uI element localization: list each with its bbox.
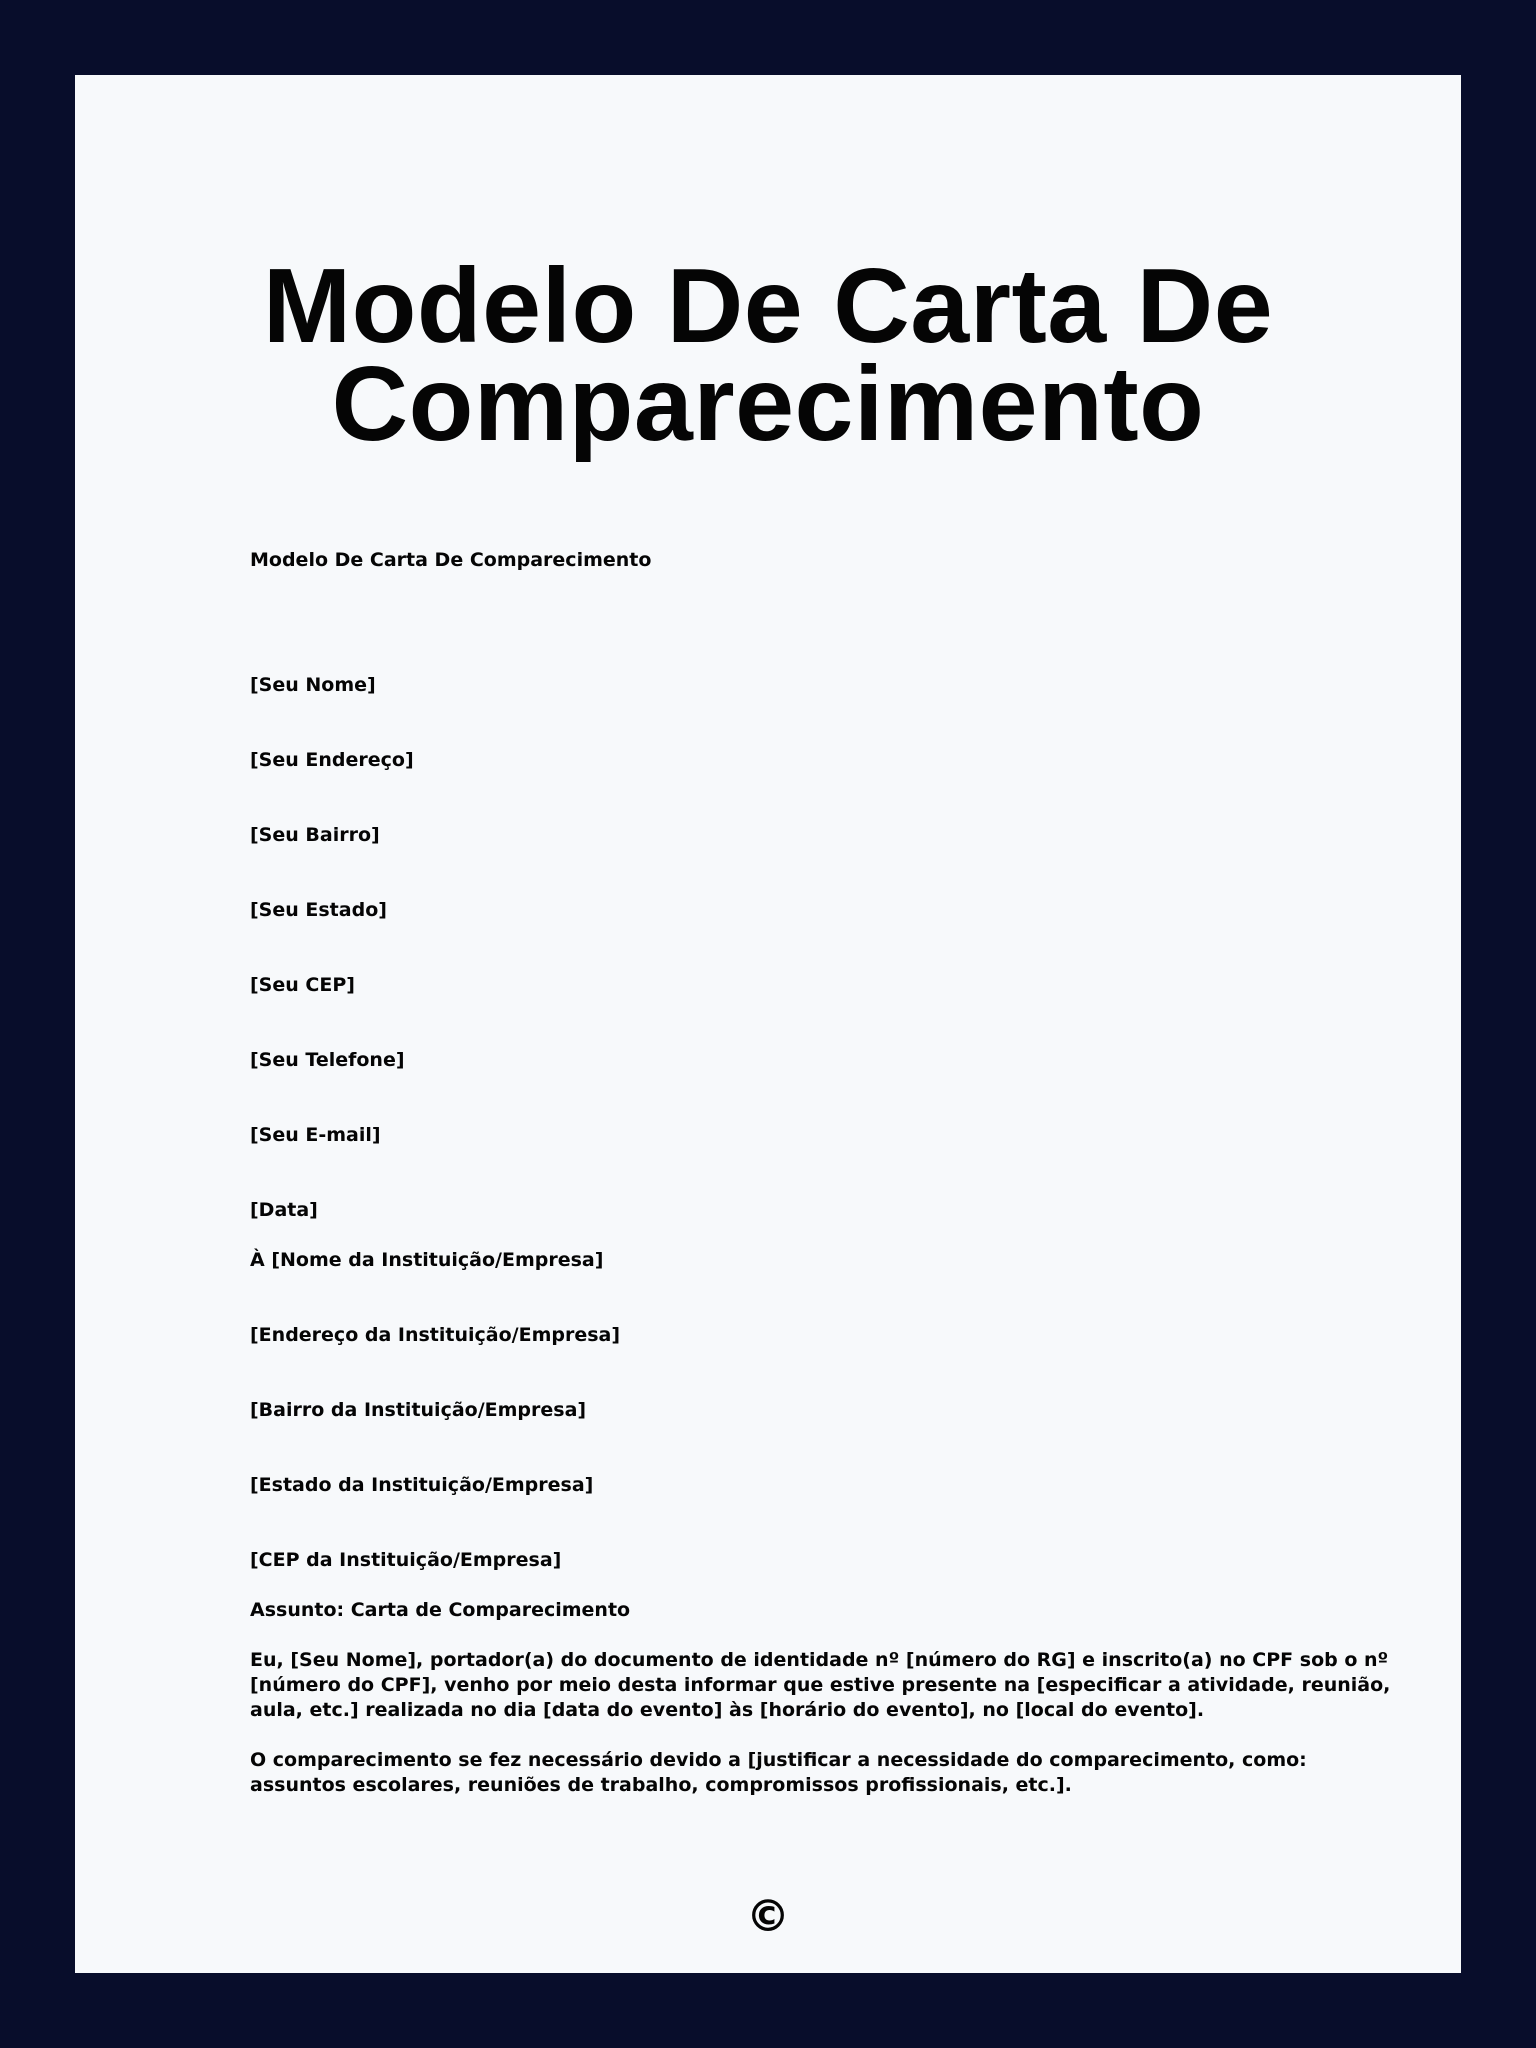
document-page xyxy=(75,75,1461,1973)
sender-email: [Seu E-mail] xyxy=(250,1124,381,1146)
paragraph-1-line: Eu, [Seu Nome], portador(a) do documento de identidade nº [número do RG] e inscrito(a) no CPF sob o nº xyxy=(250,1649,1389,1671)
recipient-neighborhood: [Bairro da Instituição/Empresa] xyxy=(250,1399,587,1421)
letter-paragraph-2 xyxy=(250,1748,1350,1798)
sender-address: [Seu Endereço] xyxy=(250,749,414,771)
recipient-zip: [CEP da Instituição/Empresa] xyxy=(250,1549,562,1571)
sender-name: [Seu Nome] xyxy=(250,674,376,696)
sender-phone: [Seu Telefone] xyxy=(250,1049,405,1071)
recipient-name: À [Nome da Instituição/Empresa] xyxy=(250,1249,604,1271)
title-line-1: Modelo De Carta De xyxy=(262,247,1274,365)
document-title xyxy=(75,247,1461,463)
sender-state: [Seu Estado] xyxy=(250,899,387,921)
title-line-2: Comparecimento xyxy=(331,345,1205,463)
recipient-state: [Estado da Instituição/Empresa] xyxy=(250,1474,594,1496)
paragraph-2-line: assuntos escolares, reuniões de trabalho, compromissos profissionais, etc.]. xyxy=(250,1774,1072,1796)
document-subtitle: Modelo De Carta De Comparecimento xyxy=(250,549,652,571)
sender-zip: [Seu CEP] xyxy=(250,974,355,996)
recipient-address: [Endereço da Instituição/Empresa] xyxy=(250,1324,621,1346)
letter-subject: Assunto: Carta de Comparecimento xyxy=(250,1599,631,1621)
letter-date: [Data] xyxy=(250,1199,318,1221)
paragraph-1-line: aula, etc.] realizada no dia [data do evento] às [horário do evento], no [local do evento]. xyxy=(250,1699,1205,1721)
letter-paragraph-1 xyxy=(250,1648,1391,1723)
paragraph-1-line: [número do CPF], venho por meio desta informar que estive presente na [especificar a atividade, reunião, xyxy=(250,1674,1391,1696)
sender-neighborhood: [Seu Bairro] xyxy=(250,824,380,846)
copyright-icon: © xyxy=(746,1891,790,1942)
paragraph-2-line: O comparecimento se fez necessário devido a [justificar a necessidade do comparecimento, como: xyxy=(250,1749,1307,1771)
